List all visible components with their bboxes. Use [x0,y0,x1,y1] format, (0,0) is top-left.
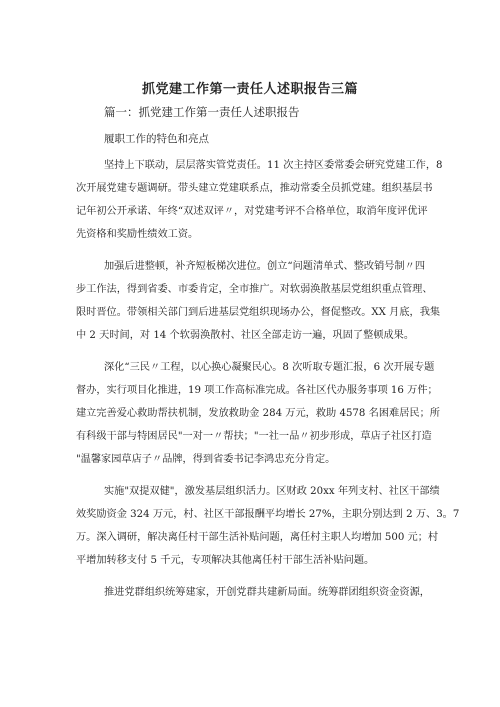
paragraph-line: 坚持上下联动，层层落实管党责任。11 次主持区委常委会研究党建工作，8 [104,160,443,171]
paragraph-line: 平增加转移支付 5 千元，专项解决其他离任村干部生活补贴问题。 [76,555,375,566]
paragraph-line: 建立完善爱心救助帮扶机制，发放救助金 284 万元，救助 4578 名困难居民；所 [76,408,440,419]
paragraph-line: 万。深入调研，解决离任村干部生活补贴问题，离任村主职人均增加 500 元；村 [76,532,439,543]
paragraph-line: 先资格和奖励性绩效工资。 [76,229,199,240]
paragraph-line: 记年初公开承诺、年终“双述双评〃，对党建考评不合格单位，取消年度评优评 [76,206,428,217]
document-title: 抓党建工作第一责任人述职报告三篇 [141,82,358,97]
paragraph-line: 推进党群组织统筹建家，开创党群共建新局面。统筹群团组织资金资源， [104,587,430,598]
paragraph-line: 有科级干部与特困居民"一对一〃帮扶；"一社一品〃初步形成，草店子社区打造 [76,431,432,442]
section-heading: 履职工作的特色和亮点 [104,133,209,145]
paragraph-line: 效奖励资金 324 万元，村、社区干部报酬平均增长 27%，主职分别达到 2 万、3。7 [76,509,460,520]
paragraph-line: "温馨家园草店子〃品牌，得到省委书记李鸿忠充分肯定。 [76,454,336,465]
paragraph-line: 深化“三民〃工程，以心换心凝聚民心。8 次听取专题汇报，6 次开展专题 [104,362,435,373]
paragraph-line: 督办，实行项目化推进，19 项工作高标准完成。各社区代办服务事项 16 万件； [76,385,438,396]
paragraph-line: 中 2 天时间，对 14 个软弱涣散村、社区全部走访一遍，巩固了整顿成果。 [76,330,415,341]
paragraph-line: 次开展党建专题调研。带头建立党建联系点，推动常委全员抓党建。组织基层书 [76,183,433,194]
paragraph-line: 步工作法，得到省委、市委肯定，全市推广。对软弱涣散基层党组织重点管理、 [76,284,433,295]
paragraph-line: 限时晋位。带领相关部门到后进基层党组织现场办公，督促整改。XX 月底，我集 [76,307,441,318]
document-subtitle: 篇一：抓党建工作第一责任人述职报告 [104,105,300,119]
paragraph-line: 实施"双提双健"，激发基层组织活力。区财政 20xx 年列支村、社区干部绩 [104,486,440,497]
paragraph-line: 加强后进整顿，补齐短板梯次进位。创立“问题清单式、整改销号制〃四 [104,261,426,272]
